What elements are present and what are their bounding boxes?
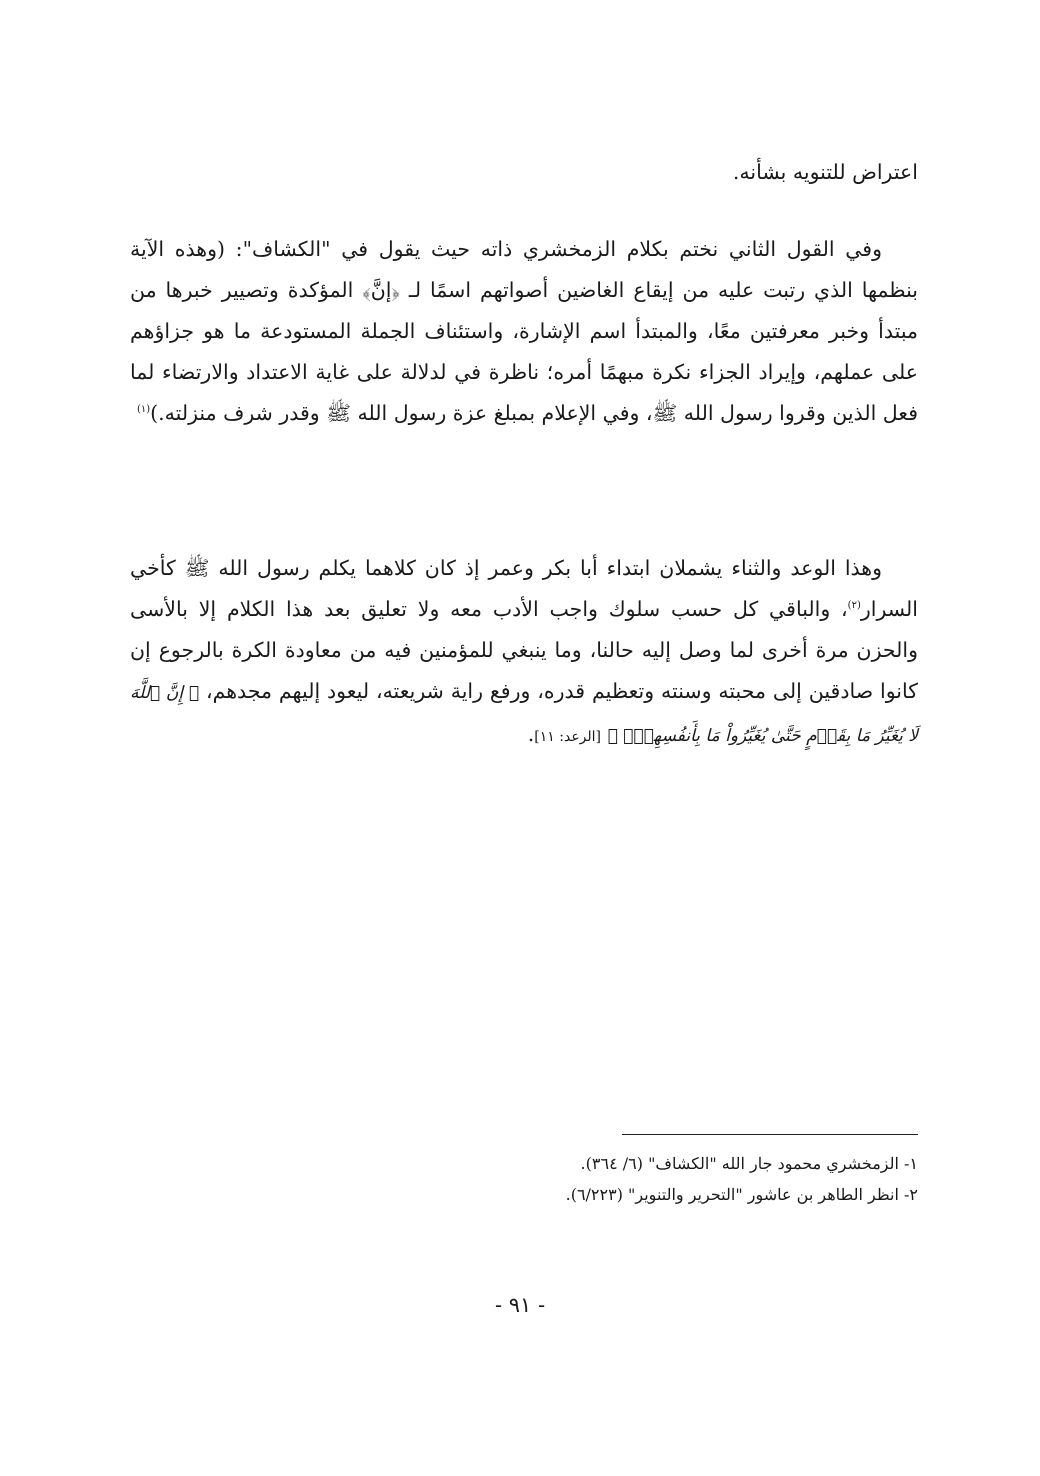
footnotes [130,1148,918,1210]
footnote-ref-1: (١) [136,404,151,416]
paragraph-3-text [130,548,918,758]
quran-verse: ﴿ إِنَّ ٱللَّهَ لَا يُغَيِّرُ مَا بِقَوۡمٍ حَتَّىٰ يُغَيِّرُواْ مَا بِأَنفُسِهِمۡۗ ﴾ [130,683,918,746]
paragraph-3 [130,548,918,758]
paragraph-3-part1: وهذا الوعد والثناء يشملان ابتداء أبا بكر وعمر إذ كان كلاهما يكلم رسول الله ﷺ كأخي السرار [130,556,918,621]
paragraph-2 [130,229,918,434]
paragraph-1-text: اعتراض للتنويه بشأنه. [732,160,918,184]
footnote-1: ١- الزمخشري محمود جار الله "الكشاف" (٦/ ٣٦٤). [580,1154,918,1173]
paragraph-2-main: وفي القول الثاني نختم بكلام الزمخشري ذاته حيث يقول في "الكشاف": (وهذه الآية بنظمها الذي رتبت عليه من إيقاع الغاضين أصواتهم اسمًا لـ ﴿إنَّ﴾ المؤكدة وتصيير خبرها من مبتدأ وخبر معرفتين معًا، والمبتدأ اسم الإشارة، واستئناف الجملة المستودعة ما هو جزاؤهم على عملهم، وإيراد الجزاء نكرة مبهمًا أمره؛ ناظرة في لدلالة على غاية الاعتداد والارتضاء لما فعل الذين وقروا رسول الله ﷺ، وفي الإعلام بمبلغ عزة رسول الله ﷺ وقدر شرف منزلته.) [130,237,918,425]
paragraph-1 [130,152,918,193]
footnote-divider [622,1134,918,1135]
footnote-2: ٢- انظر الطاهر بن عاشور "التحرير والتنوير" (٦/٢٢٣). [565,1185,918,1204]
page-number: - ٩١ - [494,1293,546,1317]
paragraph-2-text [130,229,918,434]
verse-reference: [الرعد: ١١] [534,729,602,745]
footnote-ref-2: (٢) [847,600,861,612]
paragraph-3-end: . [527,722,535,746]
paragraph-3-part2: ، والباقي كل حسب سلوك واجب الأدب معه ولا تعليق بعد هذا الكلام إلا بالأسى والحزن مرة أخرى لما وصل إليه حالنا، وما ينبغي للمؤمنين فيه من معاودة الكرة بالرجوع إن كانوا صادقين إلى محبته وسنته وتعظيم قدره، ورفع راية شريعته، ليعود إليهم مجدهم، [130,597,918,703]
